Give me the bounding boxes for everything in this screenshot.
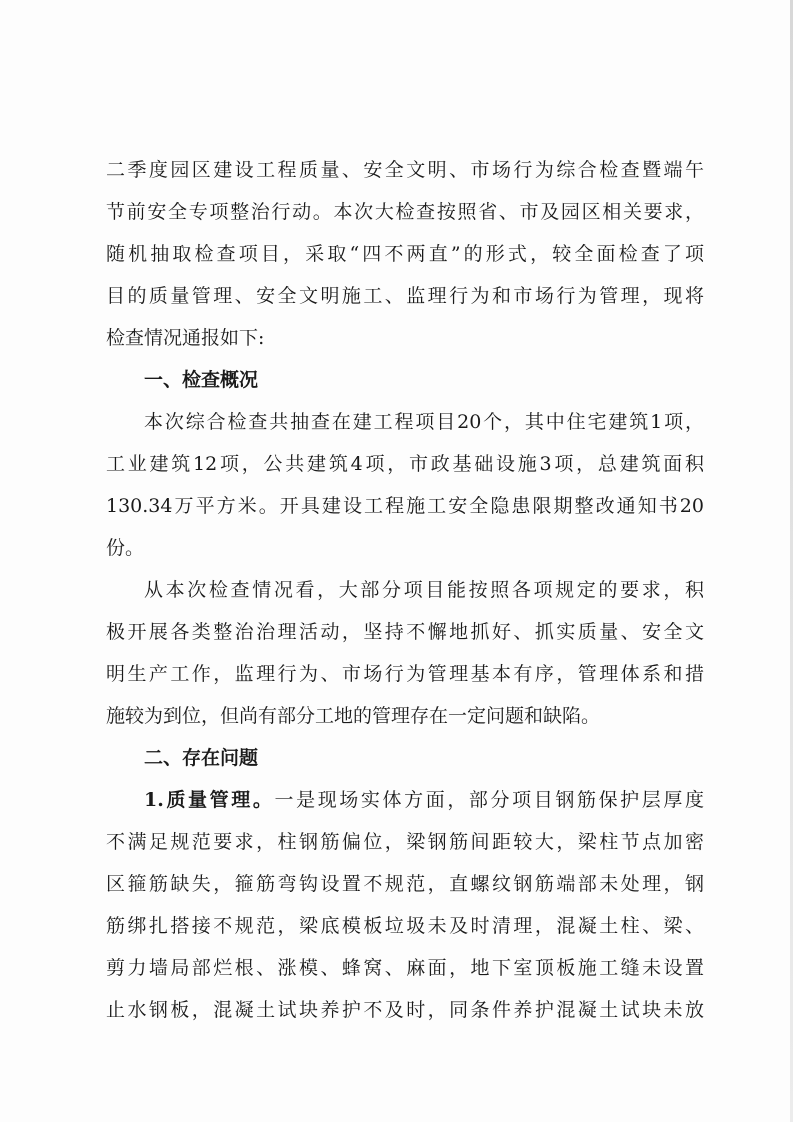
intro-line-1: 二季度园区建设工程质量、安全文明、市场行为综合检查暨端午 [106,159,704,181]
quality-line-2: 不满足规范要求，柱钢筋偏位，梁钢筋间距较大，梁柱节点加密 [106,831,704,853]
assessment-line-3: 明生产工作，监理行为、市场行为管理基本有序，管理体系和措 [106,663,704,685]
quality-line-5: 剪力墙局部烂根、涨模、蜂窝、麻面，地下室顶板施工缝未设置 [106,957,704,979]
intro-line-5: 检查情况通报如下: [106,327,265,349]
overview-line-2: 工业建筑12项，公共建筑4项，市政基础设施3项，总建筑面积 [106,453,704,475]
quality-line-4: 筋绑扎搭接不规范，梁底模板垃圾未及时清理，混凝土柱、梁、 [106,915,704,937]
assessment-line-2: 极开展各类整治治理活动，坚持不懈地抓好、抓实质量、安全文 [106,621,704,643]
section-heading-overview: 一、检查概况 [144,369,259,391]
quality-line-6: 止水钢板，混凝土试块养护不及时，同条件养护混凝土试块未放 [106,999,704,1021]
overview-line-3: 130.34万平方米。开具建设工程施工安全隐患限期整改通知书20 [106,495,704,517]
intro-line-2: 节前安全专项整治行动。本次大检查按照省、市及园区相关要求， [106,201,704,223]
assessment-line-1: 从本次检查情况看，大部分项目能按照各项规定的要求，积 [144,579,704,601]
quality-line-1 [144,780,704,820]
intro-line-4: 目的质量管理、安全文明施工、监理行为和市场行为管理，现将 [106,285,704,307]
quality-lead: 1.质量管理。 [144,789,275,811]
quality-line-3: 区箍筋缺失，箍筋弯钩设置不规范，直螺纹钢筋端部未处理，钢 [106,873,704,895]
quality-line-1-text: 一是现场实体方面，部分项目钢筋保护层厚度 [274,789,704,811]
section-heading-issues: 二、存在问题 [144,747,259,769]
overview-line-1: 本次综合检查共抽查在建工程项目20个，其中住宅建筑1项， [144,411,704,433]
overview-line-4: 份。 [106,537,145,559]
intro-line-3: 随机抽取检查项目，采取“四不两直”的形式，较全面检查了项 [106,243,704,265]
assessment-line-4: 施较为到位，但尚有部分工地的管理存在一定问题和缺陷。 [106,705,601,727]
